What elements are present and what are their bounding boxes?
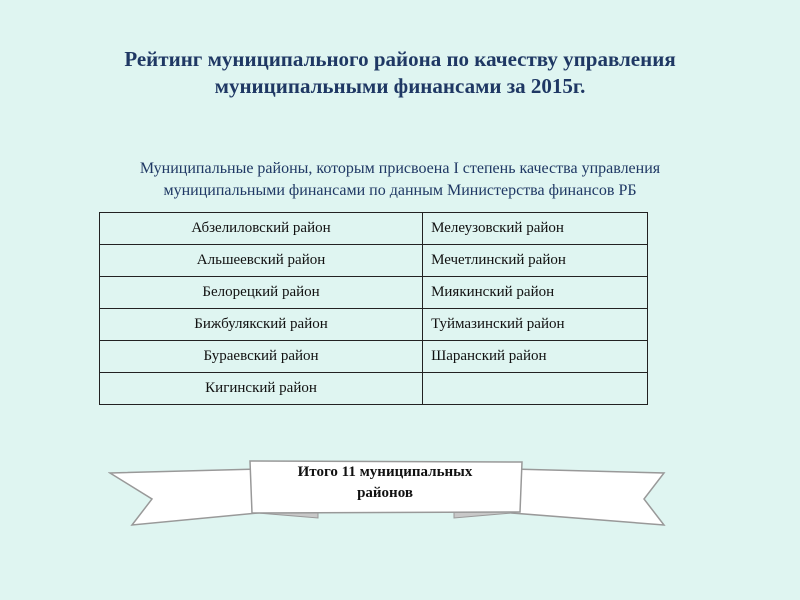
table-row bbox=[100, 245, 648, 277]
districts-table bbox=[99, 212, 648, 405]
table-row bbox=[100, 341, 648, 373]
title-line-2: муниципальными финансами за 2015г. bbox=[214, 74, 586, 98]
title-line-1: Рейтинг муниципального района по качеству управления bbox=[124, 47, 676, 71]
table-row bbox=[100, 373, 648, 405]
total-line-2: районов bbox=[357, 485, 413, 501]
caption-line-1: Муниципальные районы, которым присвоена I степень качества управления bbox=[139, 160, 661, 177]
table-caption bbox=[60, 158, 740, 202]
table-row bbox=[100, 213, 648, 245]
total-count-label bbox=[250, 462, 520, 504]
table-cell: Бижбулякский район bbox=[100, 309, 423, 341]
table-cell: Альшеевский район bbox=[100, 245, 423, 277]
caption-line-2: муниципальными финансами по данным Министерства финансов РБ bbox=[163, 182, 637, 199]
table-row bbox=[100, 309, 648, 341]
table-cell: Миякинский район bbox=[423, 277, 648, 309]
table-row bbox=[100, 277, 648, 309]
ribbon-right-tail bbox=[512, 469, 664, 525]
table-cell: Мелеузовский район bbox=[423, 213, 648, 245]
table-cell: Туймазинский район bbox=[423, 309, 648, 341]
table-cell: Мечетлинский район bbox=[423, 245, 648, 277]
total-line-1: Итого 11 муниципальных bbox=[297, 464, 473, 480]
page-title bbox=[60, 46, 740, 100]
table-cell: Бураевский район bbox=[100, 341, 423, 373]
table-cell: Белорецкий район bbox=[100, 277, 423, 309]
table-cell: Шаранский район bbox=[423, 341, 648, 373]
table-cell: Кигинский район bbox=[100, 373, 423, 405]
table-cell bbox=[423, 373, 648, 405]
table-cell: Абзелиловский район bbox=[100, 213, 423, 245]
ribbon-left-tail bbox=[110, 469, 258, 525]
